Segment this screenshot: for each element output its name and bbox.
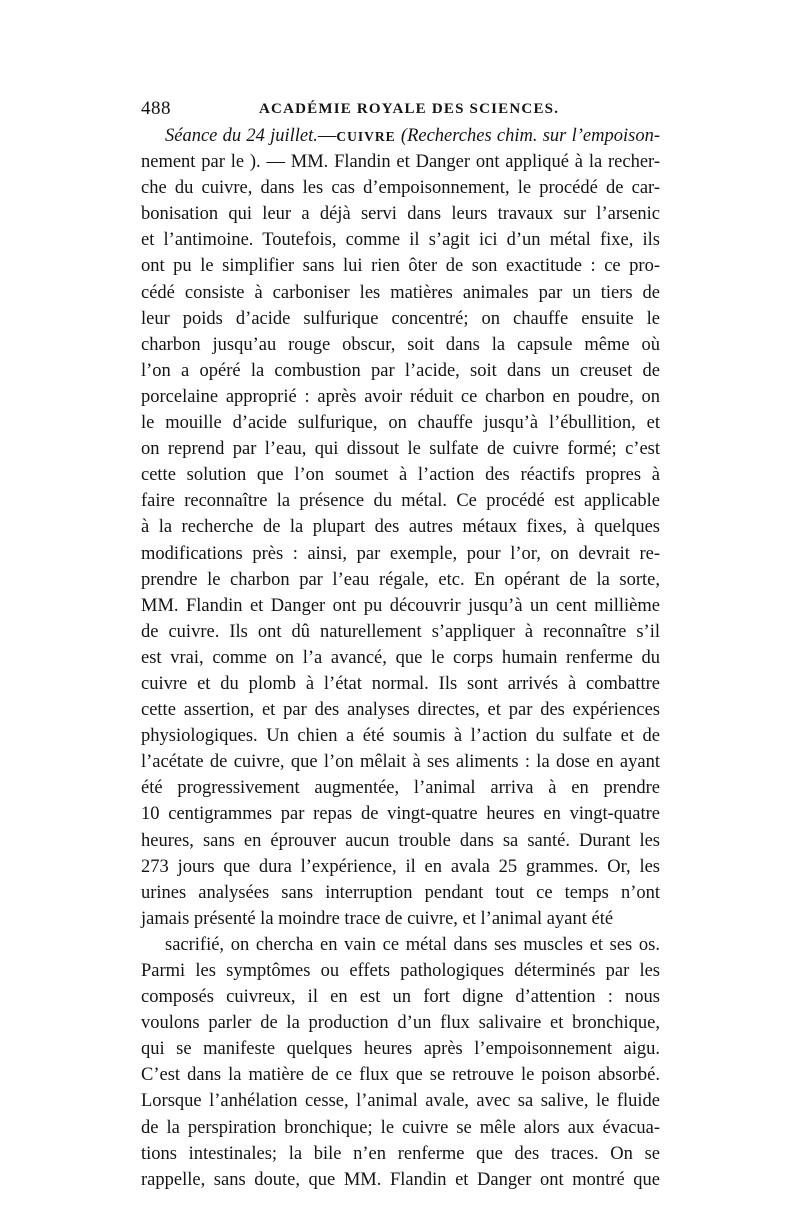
entry-dash: — bbox=[317, 126, 337, 146]
text-line: 10 centigrammes par repas de vingt-quatre heures en vingt-quatre bbox=[141, 804, 660, 825]
text-line: charbon jusqu’au rouge obscur, soit dans la capsule même où bbox=[141, 334, 660, 355]
text-line: Lorsque l’anhélation cesse, l’animal avale, avec sa salive, le fluide bbox=[141, 1091, 660, 1112]
text-line: bonisation qui leur a déjà servi dans leurs travaux sur l’arsenic bbox=[141, 204, 660, 225]
text-line: cédé consiste à carboniser les matières animales par un tiers de bbox=[141, 282, 660, 303]
text-line: et l’antimoine. Toutefois, comme il s’agit ici d’un métal fixe, ils bbox=[141, 230, 660, 251]
text-line: sacrifié, on chercha en vain ce métal dans ses muscles et ses os. bbox=[165, 934, 660, 955]
text-line: été progressivement augmentée, l’animal arriva à en prendre bbox=[141, 778, 660, 799]
text-line: composés cuivreux, il en est un fort digne d’attention : nous bbox=[141, 987, 660, 1008]
text-line: che du cuivre, dans les cas d’empoisonnement, le procédé de car- bbox=[141, 178, 660, 199]
text-line: porcelaine approprié : après avoir réduit ce charbon en poudre, on bbox=[141, 386, 660, 407]
text-line: qui se manifeste quelques heures après l’empoisonnement aigu. bbox=[141, 1039, 660, 1060]
text-line: heures, sans en éprouver aucun trouble dans sa santé. Durant les bbox=[141, 830, 660, 851]
text-line: MM. Flandin et Danger ont pu découvrir jusqu’à un cent millième bbox=[141, 595, 660, 616]
text-line: cette solution que l’on soumet à l’action des réactifs propres à bbox=[141, 465, 660, 486]
text-line: modifications près : ainsi, par exemple, pour l’or, on devrait re- bbox=[141, 543, 660, 564]
body-text bbox=[141, 123, 660, 1193]
text-line: on reprend par l’eau, qui dissout le sulfate de cuivre formé; c’est bbox=[141, 439, 660, 460]
text-line: physiologiques. Un chien a été soumis à l’action du sulfate et de bbox=[141, 726, 660, 747]
text-line: jamais présenté la moindre trace de cuivre, et l’animal ayant été bbox=[141, 908, 614, 929]
text-line: est vrai, comme on l’a avancé, que le corps humain renferme du bbox=[141, 647, 660, 668]
text-line: voulons parler de la production d’un flux salivaire et bronchique, bbox=[141, 1013, 660, 1034]
entry-heading-line bbox=[141, 123, 660, 149]
text-line: l’acétate de cuivre, que l’on mêlait à ses aliments : la dose en ayant bbox=[141, 752, 660, 773]
text-line: cette assertion, et par des analyses directes, et par des expériences bbox=[141, 700, 660, 721]
text-line: cuivre et du plomb à l’état normal. Ils sont arrivés à combattre bbox=[141, 673, 660, 694]
text-line: de cuivre. Ils ont dû naturellement s’appliquer à reconnaître s’il bbox=[141, 621, 660, 642]
text-line: tions intestinales; la bile n’en renferme que des traces. On se bbox=[141, 1143, 660, 1164]
text-line: faire reconnaître la présence du métal. Ce procédé est applicable bbox=[141, 491, 660, 512]
text-line: C’est dans la matière de ce flux que se retrouve le poison absorbé. bbox=[141, 1065, 660, 1086]
page-number: 488 bbox=[141, 98, 171, 119]
entry-subject: (Recherches chim. sur l’empoison- bbox=[400, 126, 660, 146]
entry-keyword: CUIVRE bbox=[336, 129, 396, 144]
text-line: ont pu le simplifier sans lui rien ôter de son exactitude : ce pro- bbox=[141, 256, 660, 277]
text-line: rappelle, sans doute, que MM. Flandin et Danger ont montré que bbox=[141, 1169, 660, 1190]
text-line: à la recherche de la plupart des autres métaux fixes, à quelques bbox=[141, 517, 660, 538]
paragraph-lines bbox=[141, 149, 660, 1193]
text-line: le mouille d’acide sulfurique, on chauffe jusqu’à l’ébullition, et bbox=[141, 413, 660, 434]
text-line: 273 jours que dura l’expérience, il en avala 25 grammes. Or, les bbox=[141, 856, 660, 877]
text-line: urines analysées sans interruption pendant tout ce temps n’ont bbox=[141, 882, 660, 903]
text-line: Parmi les symptômes ou effets pathologiques déterminés par les bbox=[141, 961, 660, 981]
text-line: leur poids d’acide sulfurique concentré; on chauffe ensuite le bbox=[141, 308, 660, 329]
text-line: l’on a opéré la combustion par l’acide, soit dans un creuset de bbox=[141, 360, 660, 381]
text-line: prendre le charbon par l’eau régale, etc. En opérant de la sorte, bbox=[141, 569, 660, 590]
text-line: de la perspiration bronchique; le cuivre se mêle alors aux évacua- bbox=[141, 1117, 660, 1138]
running-title: ACADÉMIE ROYALE DES SCIENCES. bbox=[259, 101, 560, 117]
seance-date: Séance du 24 juillet. bbox=[165, 126, 318, 146]
page-header bbox=[141, 98, 660, 124]
text-line: nement par le ). — MM. Flandin et Danger ont appliqué à la recher- bbox=[141, 152, 660, 173]
